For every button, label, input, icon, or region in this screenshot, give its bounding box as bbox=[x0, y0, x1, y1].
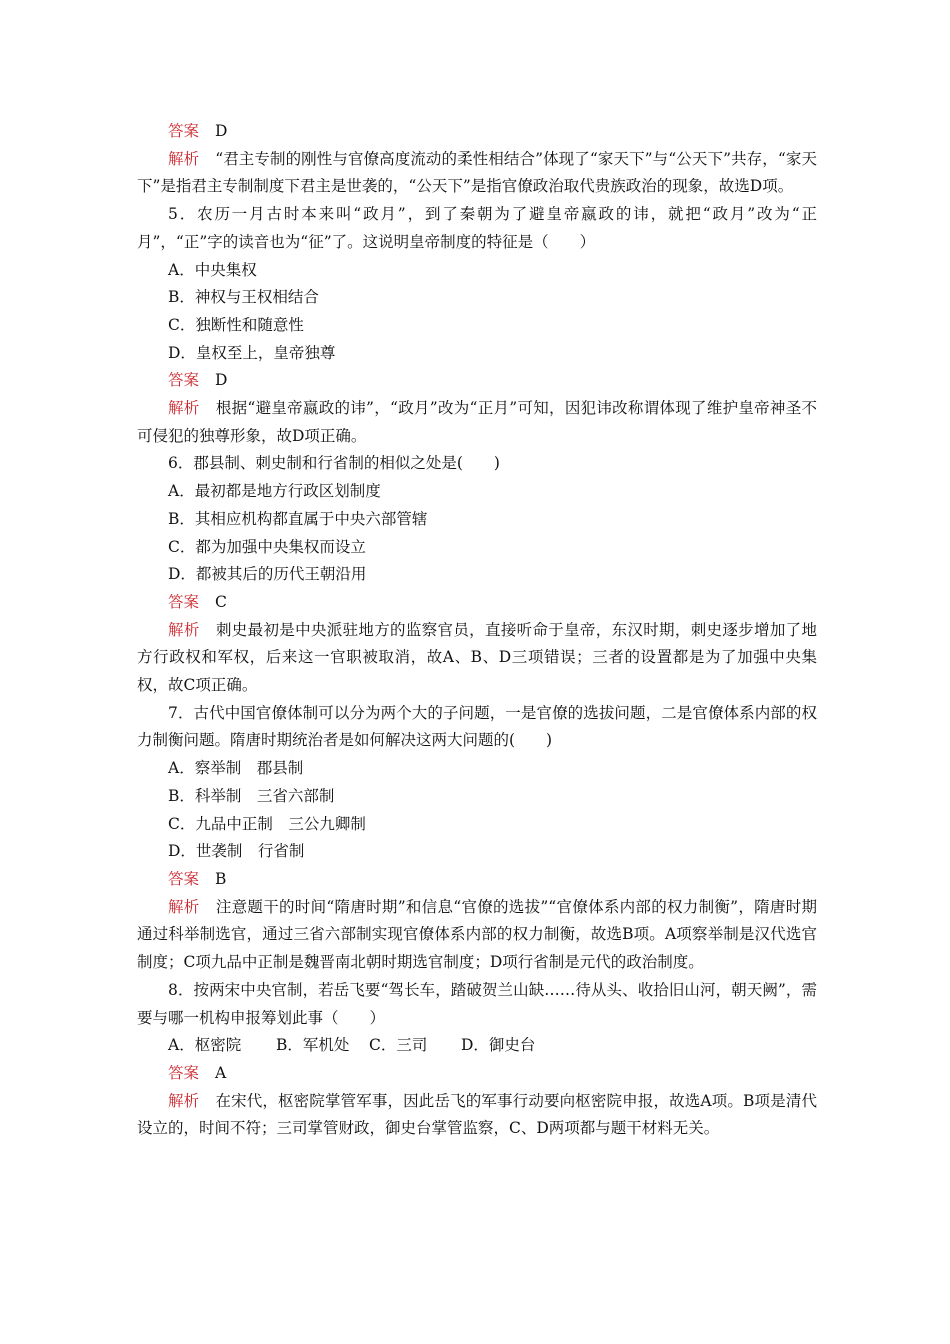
answer-value: A bbox=[215, 1063, 227, 1082]
analysis-paragraph bbox=[137, 1088, 817, 1143]
answer-line bbox=[137, 589, 817, 617]
answer-value: D bbox=[215, 371, 228, 390]
analysis-paragraph bbox=[137, 146, 817, 201]
question-stem: 5．农历一月古时本来叫“政月”，到了秦朝为了避皇帝嬴政的讳，就把“政月”改为“正月”，“正”字的读音也为“征”了。这说明皇帝制度的特征是（ ） bbox=[137, 205, 817, 251]
analysis-text: 根据“避皇帝嬴政的讳”，“政月”改为“正月”可知，因犯讳改称谓体现了维护皇帝神圣不可侵犯的独尊形象，故D项正确。 bbox=[137, 399, 817, 445]
analysis-text: 在宋代，枢密院掌管军事，因此岳飞的军事行动要向枢密院申报，故选A项。B项是清代设立的，时间不符；三司掌管财政，御史台掌管监察，C、D两项都与题干材料无关。 bbox=[137, 1091, 817, 1138]
analysis-label: 解析 bbox=[168, 149, 200, 168]
answer-line bbox=[137, 367, 817, 395]
option-b: B．科举制 三省六部制 bbox=[168, 786, 335, 805]
answer-label: 答案 bbox=[168, 592, 200, 611]
option-d: D．世袭制 行省制 bbox=[168, 842, 305, 861]
analysis-text: “君主专制的刚性与官僚高度流动的柔性相结合”体现了“家天下”与“公天下”共存，“家天下”是指君主专制制度下君主是世袭的，“公天下”是指官僚政治取代贵族政治的现象，故选D项。 bbox=[137, 149, 817, 196]
option-a: A．察举制 郡县制 bbox=[168, 759, 304, 778]
option-d: D．御史台 bbox=[461, 1036, 536, 1055]
document-page bbox=[137, 118, 817, 1143]
option-b: B．军机处 bbox=[276, 1036, 350, 1055]
option-c: C．都为加强中央集权而设立 bbox=[168, 537, 366, 556]
question-stem: 6．郡县制、刺史制和行省制的相似之处是( ) bbox=[168, 454, 500, 473]
option-c: C．三司 bbox=[369, 1036, 428, 1055]
answer-value: B bbox=[215, 869, 227, 888]
analysis-paragraph bbox=[137, 395, 817, 450]
answer-line bbox=[137, 866, 817, 894]
analysis-label: 解析 bbox=[168, 897, 200, 916]
analysis-paragraph bbox=[137, 894, 817, 977]
option-a: A．最初都是地方行政区划制度 bbox=[168, 482, 381, 501]
option-c: C．独断性和随意性 bbox=[168, 315, 304, 334]
analysis-text: 注意题干的时间“隋唐时期”和信息“官僚的选拔”“官僚体系内部的权力制衡”，隋唐时期通过科举制选官，通过三省六部制实现官僚体系内部的权力制衡，故选B项。A项察举制是汉代选官制度；C项九品中正制是魏晋南北朝时期选官制度；D项行省制是元代的政治制度。 bbox=[137, 897, 817, 972]
option-b: B．神权与王权相结合 bbox=[168, 288, 319, 307]
answer-line bbox=[137, 1060, 817, 1088]
analysis-text: 刺史最初是中央派驻地方的监察官员，直接听命于皇帝，东汉时期，刺史逐步增加了地方行政权和军权，后来这一官职被取消，故A、B、D三项错误；三者的设置都是为了加强中央集权，故C项正确。 bbox=[137, 620, 817, 695]
analysis-label: 解析 bbox=[168, 620, 200, 639]
option-c: C．九品中正制 三公九卿制 bbox=[168, 814, 366, 833]
option-d: D．皇权至上，皇帝独尊 bbox=[168, 343, 336, 362]
analysis-label: 解析 bbox=[168, 399, 200, 418]
question-stem: 7．古代中国官僚体制可以分为两个大的子问题，一是官僚的选拔问题，二是官僚体系内部的权力制衡问题。隋唐时期统治者是如何解决这两大问题的( ) bbox=[137, 703, 817, 750]
option-a: A．中央集权 bbox=[168, 260, 257, 279]
answer-label: 答案 bbox=[168, 869, 200, 888]
option-d: D．都被其后的历代王朝沿用 bbox=[168, 565, 367, 584]
options-row bbox=[137, 1032, 817, 1060]
answer-value: C bbox=[215, 592, 227, 611]
answer-line bbox=[137, 118, 817, 146]
option-b: B．其相应机构都直属于中央六部管辖 bbox=[168, 509, 428, 528]
option-a: A．枢密院 bbox=[168, 1036, 242, 1055]
analysis-paragraph bbox=[137, 617, 817, 700]
answer-label: 答案 bbox=[168, 371, 200, 390]
question-stem: 8．按两宋中央官制，若岳飞要“驾长车，踏破贺兰山缺……待从头、收拾旧山河，朝天阙”，需要与哪一机构申报筹划此事（ ） bbox=[137, 980, 817, 1027]
answer-label: 答案 bbox=[168, 1063, 200, 1082]
analysis-label: 解析 bbox=[168, 1091, 200, 1110]
answer-label: 答案 bbox=[168, 122, 200, 140]
answer-value: D bbox=[215, 122, 228, 140]
